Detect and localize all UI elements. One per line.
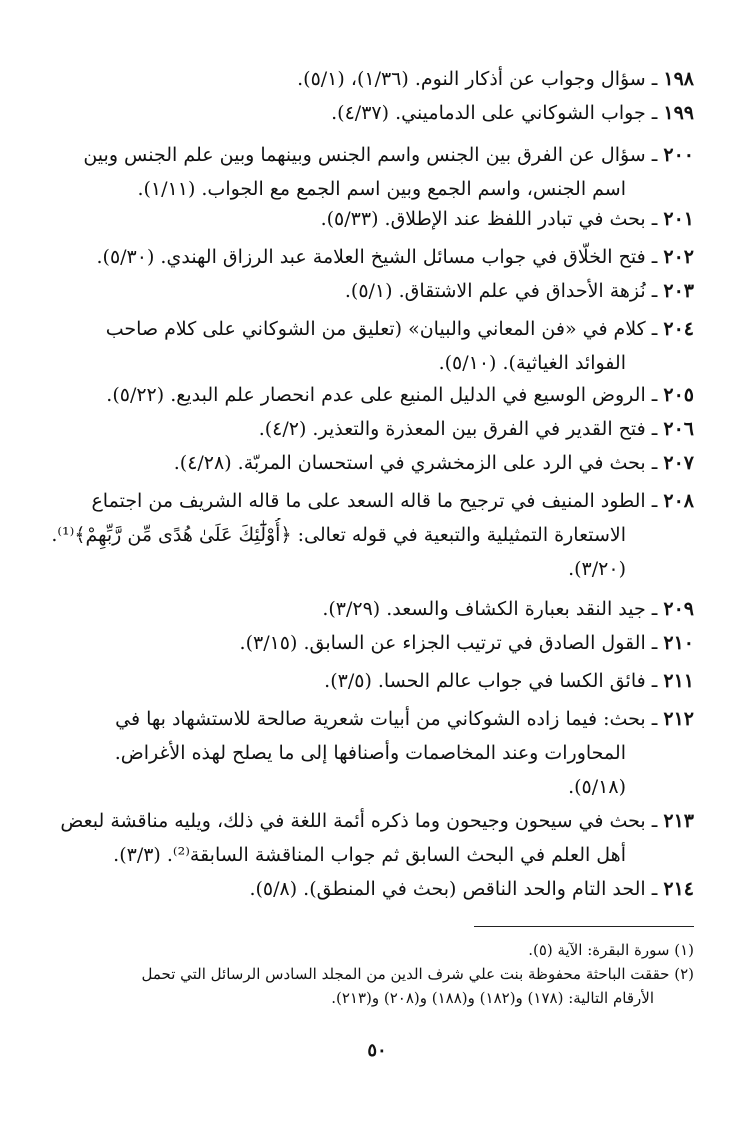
list-item	[0, 664, 754, 698]
page-number: ٥٠	[367, 1040, 387, 1061]
entry-first-line: ٢٠٢ ـ فتح الخلّاق في جواب مسائل الشيخ العلامة عبد الرزاق الهندي. (٥/٣٠).	[96, 246, 694, 268]
list-item	[0, 592, 754, 626]
entry-first-line: ٢١٤ ـ الحد التام والحد الناقص (بحث في المنطق). (٥/٨).	[249, 878, 694, 900]
entry-text: جيد النقد بعبارة الكشاف والسعد. (٣/٢٩).	[322, 598, 646, 620]
entry-text: نُزهة الأحداق في علم الاشتقاق. (٥/١).	[344, 280, 646, 302]
entry-number: ٢٠٩	[663, 598, 694, 620]
list-item	[0, 240, 754, 274]
list-item	[0, 96, 754, 130]
entry-number: ٢١١	[663, 670, 694, 692]
entry-number: ٢٠٢	[663, 246, 694, 268]
entry-continuation-line: (٣/٢٠).	[568, 558, 626, 580]
entry-continuation-line: الفوائد الغياثية). (٥/١٠).	[438, 352, 626, 374]
entry-first-line: ٢٠٩ ـ جيد النقد بعبارة الكشاف والسعد. (٣/٢٩).	[322, 598, 694, 620]
entry-text: الطود المنيف في ترجيح ما قاله السعد على ما قاله الشريف من اجتماع	[91, 490, 646, 512]
entry-first-line: ٢٠١ ـ بحث في تبادر اللفظ عند الإطلاق. (٥/٣٣).	[320, 208, 694, 230]
entry-continuation-line: (٥/١٨).	[568, 776, 626, 798]
entry-number: ٢١٢	[663, 708, 694, 730]
entry-text: جواب الشوكاني على الدماميني. (٤/٣٧).	[331, 102, 646, 124]
list-item	[0, 872, 754, 906]
entry-text: بحث في الرد على الزمخشري في استحسان المربّة. (٤/٢٨).	[173, 452, 646, 474]
entry-text: بحث: فيما زاده الشوكاني من أبيات شعرية صالحة للاستشهاد بها في	[115, 708, 646, 730]
entry-first-line: ١٩٨ ـ سؤال وجواب عن أذكار النوم. (١/٣٦)، (٥/١).	[297, 68, 694, 90]
list-item	[0, 274, 754, 308]
entry-first-line: ٢٠٥ ـ الروض الوسيع في الدليل المنيع على عدم انحصار علم البديع. (٥/٢٢).	[106, 384, 694, 406]
list-item	[0, 804, 754, 872]
entry-continuation-line: الاستعارة التمثيلية والتبعية في قوله تعالى: ﴿أُوْلَٰٓئِكَ عَلَىٰ هُدًى مِّن رَّبِّهِمْ﴾⁽¹⁾.	[51, 524, 626, 546]
entry-text: القول الصادق في ترتيب الجزاء عن السابق. (٣/١٥).	[239, 632, 646, 654]
entry-continuation-line: اسم الجنس، واسم الجمع وبين اسم الجمع مع الجواب. (١/١١).	[137, 178, 626, 200]
entry-text: فائق الكسا في جواب عالم الحسا. (٣/٥).	[324, 670, 646, 692]
entry-first-line: ٢٠٠ ـ سؤال عن الفرق بين الجنس واسم الجنس وبينهما وبين علم الجنس وبين	[83, 144, 694, 166]
entry-text: كلام في «فن المعاني والبيان» (تعليق من الشوكاني على كلام صاحب	[105, 318, 646, 340]
list-item	[0, 62, 754, 96]
entry-number: ٢١٤	[663, 878, 694, 900]
entry-number: ٢٠٥	[663, 384, 694, 406]
entry-text: فتح القدير في الفرق بين المعذرة والتعذير. (٤/٢).	[258, 418, 646, 440]
entry-text: الروض الوسيع في الدليل المنيع على عدم انحصار علم البديع. (٥/٢٢).	[106, 384, 646, 406]
entry-number: ١٩٨	[663, 68, 694, 90]
list-item	[0, 202, 754, 236]
entry-number: ٢٠٧	[663, 452, 694, 474]
entry-number: ١٩٩	[663, 102, 694, 124]
entry-number: ٢٠٠	[663, 144, 694, 166]
entry-text: سؤال وجواب عن أذكار النوم. (١/٣٦)، (٥/١).	[297, 68, 646, 90]
list-item	[0, 138, 754, 206]
entry-first-line: ٢١٠ ـ القول الصادق في ترتيب الجزاء عن السابق. (٣/١٥).	[239, 632, 694, 654]
entry-first-line: ٢١٢ ـ بحث: فيما زاده الشوكاني من أبيات شعرية صالحة للاستشهاد بها في	[115, 708, 694, 730]
footnote-line: الأرقام التالية: (١٧٨) و(١٨٢) و(١٨٨) و(٢٠٨) و(٢١٣).	[331, 989, 654, 1007]
entry-first-line: ٢٠٣ ـ نُزهة الأحداق في علم الاشتقاق. (٥/١).	[344, 280, 694, 302]
entry-continuation-line: أهل العلم في البحث السابق ثم جواب المناقشة السابقة⁽²⁾. (٣/٣).	[113, 844, 626, 866]
entry-text: الحد التام والحد الناقص (بحث في المنطق). (٥/٨).	[249, 878, 646, 900]
list-item	[0, 312, 754, 380]
entry-number: ٢٠٣	[663, 280, 694, 302]
entry-first-line: ٢١٣ ـ بحث في سيحون وجيحون وما ذكره أئمة اللغة في ذلك، ويليه مناقشة لبعض	[60, 810, 694, 832]
entry-text: بحث في تبادر اللفظ عند الإطلاق. (٥/٣٣).	[320, 208, 646, 230]
entry-first-line: ٢٠٤ ـ كلام في «فن المعاني والبيان» (تعليق من الشوكاني على كلام صاحب	[105, 318, 694, 340]
list-item	[0, 446, 754, 480]
entry-number: ٢٠٤	[663, 318, 694, 340]
entry-number: ٢٠٦	[663, 418, 694, 440]
entry-first-line: ٢١١ ـ فائق الكسا في جواب عالم الحسا. (٣/٥).	[324, 670, 694, 692]
list-item	[0, 626, 754, 660]
entry-text: بحث في سيحون وجيحون وما ذكره أئمة اللغة في ذلك، ويليه مناقشة لبعض	[60, 810, 646, 832]
list-item	[0, 484, 754, 586]
entry-text: سؤال عن الفرق بين الجنس واسم الجنس وبينهما وبين علم الجنس وبين	[83, 144, 646, 166]
footnote-separator	[474, 926, 694, 927]
entry-first-line: ٢٠٧ ـ بحث في الرد على الزمخشري في استحسان المربّة. (٤/٢٨).	[173, 452, 694, 474]
footnote-line: (٢) حققت الباحثة محفوظة بنت علي شرف الدين من المجلد السادس الرسائل التي تحمل	[141, 965, 694, 983]
footnotes	[40, 938, 694, 1010]
entry-first-line: ١٩٩ ـ جواب الشوكاني على الدماميني. (٤/٣٧).	[331, 102, 694, 124]
entry-continuation-line: المحاورات وعند المخاصمات وأصنافها إلى ما يصلح لهذه الأغراض.	[114, 742, 626, 764]
entry-first-line: ٢٠٨ ـ الطود المنيف في ترجيح ما قاله السعد على ما قاله الشريف من اجتماع	[91, 490, 694, 512]
entry-number: ٢١٣	[663, 810, 694, 832]
entry-first-line: ٢٠٦ ـ فتح القدير في الفرق بين المعذرة والتعذير. (٤/٢).	[258, 418, 694, 440]
list-item	[0, 412, 754, 446]
footnote-line: (١) سورة البقرة: الآية (٥).	[528, 941, 694, 959]
entry-number: ٢٠١	[663, 208, 694, 230]
entry-text: فتح الخلّاق في جواب مسائل الشيخ العلامة عبد الرزاق الهندي. (٥/٣٠).	[96, 246, 646, 268]
entry-number: ٢١٠	[663, 632, 694, 654]
list-item	[0, 702, 754, 804]
list-item	[0, 378, 754, 412]
entry-number: ٢٠٨	[663, 490, 694, 512]
